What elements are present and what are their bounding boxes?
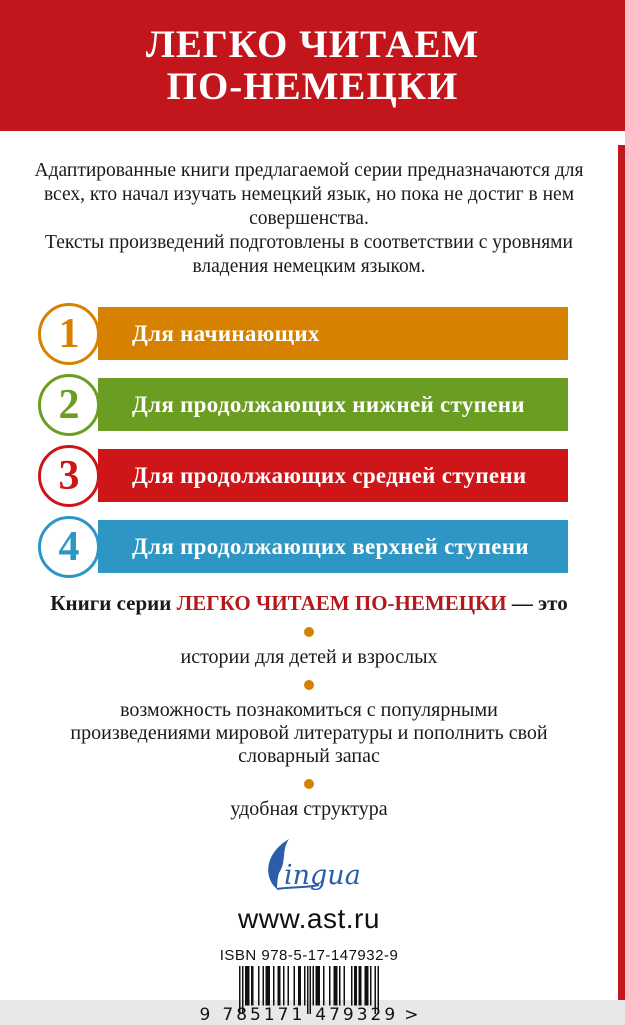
level-number-1: 1 — [58, 311, 80, 357]
level-bar-2 — [98, 378, 568, 431]
level-row-3 — [38, 447, 568, 504]
lingua-logo-icon — [253, 837, 365, 895]
level-number-4: 4 — [58, 524, 80, 570]
level-bar-1 — [98, 307, 568, 360]
cover-content — [0, 131, 618, 1025]
level-number-2: 2 — [58, 382, 80, 428]
right-red-stripe — [618, 145, 625, 1000]
level-badge-1 — [38, 303, 100, 365]
series-title-line1: ЛЕГКО ЧИТАЕМ — [145, 22, 480, 66]
barcode-digit-first: 9 — [199, 1005, 211, 1025]
level-label-1: Для начинающих — [132, 320, 320, 346]
heading-series-name: ЛЕГКО ЧИТАЕМ ПО-НЕМЕЦКИ — [176, 591, 507, 615]
level-row-2 — [38, 376, 568, 433]
publisher-website: www.ast.ru — [238, 903, 380, 934]
level-number-3: 3 — [58, 453, 80, 499]
level-badge-2 — [38, 374, 100, 436]
series-title-band — [0, 0, 625, 131]
level-list — [38, 305, 568, 575]
feature-item-2: возможность познакомиться с популярными произведениями мировой литературы и пополнить свой словарный запас — [70, 699, 548, 767]
level-badge-4 — [38, 516, 100, 578]
series-description — [22, 159, 596, 279]
series-books-heading — [0, 591, 618, 616]
feature-list — [0, 627, 618, 821]
level-label-4: Для продолжающих верхней ступени — [132, 533, 529, 559]
isbn-text: ISBN 978-5-17-147932-9 — [219, 947, 399, 964]
barcode-digit-group1: 785171 — [222, 1005, 306, 1025]
level-badge-3 — [38, 445, 100, 507]
level-row-4 — [38, 518, 568, 575]
level-bar-4 — [98, 520, 568, 573]
series-title-line2: ПО-НЕМЕЦКИ — [166, 64, 459, 108]
heading-suffix: — это — [506, 591, 568, 615]
feature-item-3: удобная структура — [230, 798, 388, 820]
publisher-logo — [0, 837, 618, 895]
heading-prefix: Книги серии — [50, 591, 177, 615]
bullet-dot-icon — [304, 680, 314, 690]
feature-item-1: истории для детей и взрослых — [180, 646, 438, 668]
barcode-digit-group2: 479329 — [315, 1005, 399, 1025]
level-label-3: Для продолжающих средней ступени — [132, 462, 527, 488]
barcode-suffix: > — [404, 1005, 419, 1025]
description-paragraph-1: Адаптированные книги предлагаемой серии предназначаются для всех, кто начал изучать немецкий язык, но пока не достиг в нем совершенства. — [34, 160, 584, 229]
description-paragraph-2: Тексты произведений подготовлены в соответствии с уровнями владения немецким языком. — [45, 232, 573, 277]
svg-text:ingua: ingua — [284, 860, 361, 891]
level-bar-3 — [98, 449, 568, 502]
level-label-2: Для продолжающих нижней ступени — [132, 391, 525, 417]
bullet-dot-icon — [304, 779, 314, 789]
bullet-dot-icon — [304, 627, 314, 637]
level-row-1 — [38, 305, 568, 362]
